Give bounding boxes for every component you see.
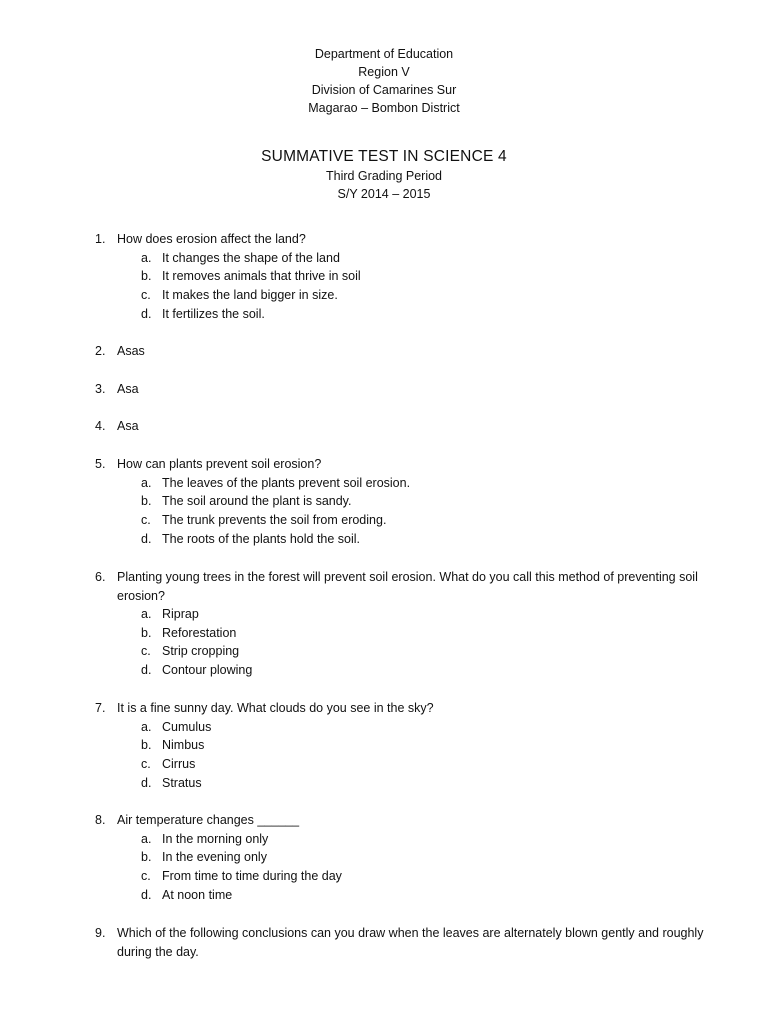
choice-item <box>141 774 735 793</box>
choice-letter: c. <box>141 512 151 527</box>
grading-period: Third Grading Period <box>325 169 443 183</box>
school-year: S/Y 2014 – 2015 <box>337 187 431 201</box>
choice-letter: d. <box>141 306 152 321</box>
choice-letter: c. <box>141 287 151 302</box>
document-header <box>0 45 768 117</box>
question-text: Air temperature changes ______ <box>117 813 300 827</box>
choice-item <box>141 886 735 905</box>
choice-list <box>141 605 735 680</box>
choice-item <box>141 305 735 324</box>
choice-text: Riprap <box>162 607 199 621</box>
choice-letter: b. <box>141 738 152 753</box>
choice-item <box>141 286 735 305</box>
question-7 <box>95 699 735 792</box>
choice-item <box>141 474 735 493</box>
choice-item <box>141 511 735 530</box>
question-4 <box>95 417 735 436</box>
choice-list <box>141 474 735 549</box>
choice-text: Reforestation <box>162 625 237 640</box>
question-3 <box>95 380 735 399</box>
choice-item <box>141 267 735 286</box>
question-6 <box>95 568 735 680</box>
choice-letter: a. <box>141 607 152 621</box>
choice-text: Cirrus <box>162 756 196 771</box>
question-text: How does erosion affect the land? <box>117 232 306 246</box>
question-number: 9. <box>95 926 106 940</box>
choice-text: It removes animals that thrive in soil <box>162 269 361 284</box>
question-text: Asa <box>117 419 139 433</box>
question-number: 8. <box>95 813 106 827</box>
district-line: Magarao – Bombon District <box>308 101 460 115</box>
choice-item <box>141 530 735 549</box>
question-2 <box>95 342 735 361</box>
choice-text: From time to time during the day <box>162 868 342 883</box>
choice-list <box>141 718 735 793</box>
choice-text: It makes the land bigger in size. <box>162 287 338 302</box>
region-line: Region V <box>358 65 410 79</box>
question-text: It is a fine sunny day. What clouds do you see in the sky? <box>117 701 434 715</box>
choice-letter: a. <box>141 250 152 265</box>
question-text: How can plants prevent soil erosion? <box>117 457 322 471</box>
title-block <box>0 147 768 203</box>
question-5 <box>95 455 735 548</box>
department-line: Department of Education <box>314 47 454 61</box>
question-text: Planting young trees in the forest will prevent soil erosion. What do you call this method of preventing soil erosion? <box>117 570 698 603</box>
question-text: Which of the following conclusions can you draw when the leaves are alternately blown gently and roughly during the day. <box>117 926 704 959</box>
choice-text: It fertilizes the soil. <box>162 306 265 321</box>
question-number: 2. <box>95 344 106 358</box>
question-9 <box>95 924 735 961</box>
choice-item <box>141 867 735 886</box>
division-line: Division of Camarines Sur <box>311 83 457 97</box>
choice-item <box>141 736 735 755</box>
question-text: Asas <box>117 344 145 358</box>
choice-text: The trunk prevents the soil from eroding. <box>162 512 387 527</box>
choice-item <box>141 249 735 268</box>
choice-item <box>141 661 735 680</box>
choice-item <box>141 642 735 661</box>
choice-letter: b. <box>141 625 152 640</box>
choice-item <box>141 830 735 849</box>
choice-letter: d. <box>141 887 152 902</box>
choice-list <box>141 830 735 905</box>
choice-text: Contour plowing <box>162 663 253 678</box>
choice-item <box>141 848 735 867</box>
choice-letter: d. <box>141 531 152 546</box>
choice-letter: b. <box>141 494 152 509</box>
choice-text: Nimbus <box>162 738 205 753</box>
choice-text: At noon time <box>162 887 233 902</box>
choice-item <box>141 755 735 774</box>
choice-letter: c. <box>141 756 151 771</box>
choice-text: Cumulus <box>162 719 212 734</box>
question-number: 3. <box>95 382 106 396</box>
question-number: 6. <box>95 570 106 584</box>
question-1 <box>95 230 735 323</box>
choice-item <box>141 624 735 643</box>
choice-letter: b. <box>141 269 152 284</box>
choice-item <box>141 492 735 511</box>
choice-text: It changes the shape of the land <box>162 250 340 265</box>
question-number: 4. <box>95 419 106 433</box>
choice-letter: a. <box>141 831 152 846</box>
choice-letter: b. <box>141 850 152 865</box>
choice-text: Stratus <box>162 775 202 790</box>
choice-list <box>141 249 735 324</box>
page-title: SUMMATIVE TEST IN SCIENCE 4 <box>261 148 507 165</box>
question-text: Asa <box>117 382 139 396</box>
choice-text: Strip cropping <box>162 644 240 659</box>
choice-text: In the evening only <box>162 850 267 865</box>
question-8 <box>95 811 735 904</box>
question-number: 7. <box>95 701 106 715</box>
choice-letter: c. <box>141 644 151 659</box>
question-number: 5. <box>95 457 106 471</box>
choice-letter: a. <box>141 719 152 734</box>
choice-text: The roots of the plants hold the soil. <box>162 531 361 546</box>
choice-item <box>141 718 735 737</box>
choice-text: The leaves of the plants prevent soil erosion. <box>162 475 411 490</box>
choice-text: In the morning only <box>162 831 269 846</box>
question-number: 1. <box>95 232 106 246</box>
choice-letter: c. <box>141 868 151 883</box>
choice-text: The soil around the plant is sandy. <box>162 494 352 509</box>
choice-item <box>141 605 735 624</box>
choice-letter: d. <box>141 663 152 678</box>
choice-letter: a. <box>141 475 152 490</box>
choice-letter: d. <box>141 775 152 790</box>
